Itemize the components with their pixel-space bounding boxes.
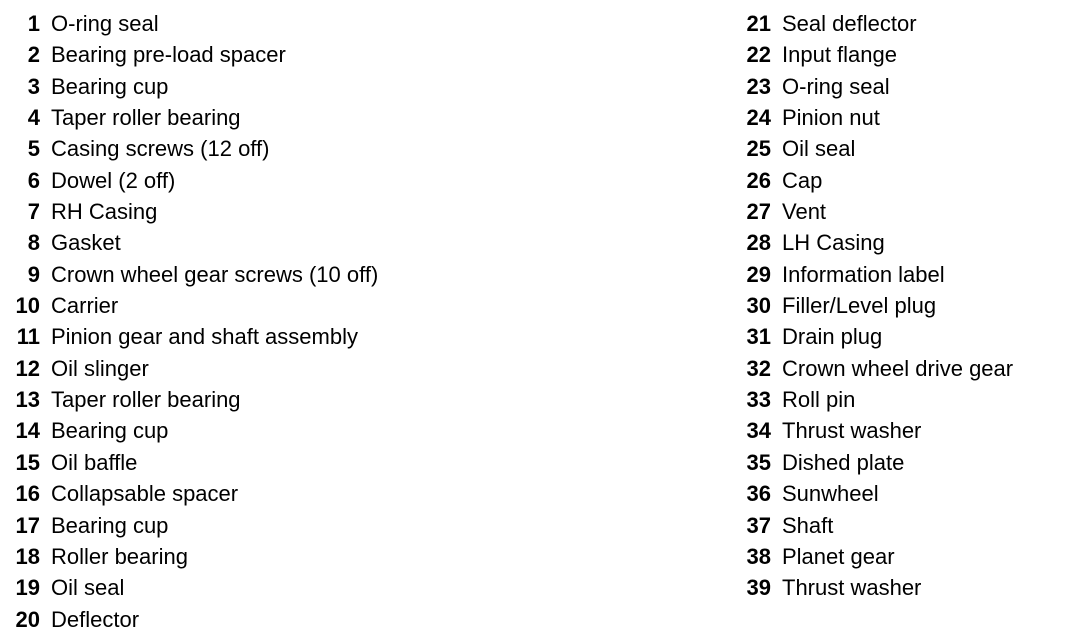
part-number: 37 <box>746 512 771 538</box>
part-list-item <box>0 415 378 446</box>
part-list-item <box>0 196 378 227</box>
part-number: 20 <box>15 606 40 632</box>
part-list-item <box>731 8 1013 39</box>
part-number: 5 <box>27 136 40 162</box>
part-list-item <box>731 510 1013 541</box>
part-number: 33 <box>746 387 771 413</box>
part-list-item <box>731 227 1013 258</box>
part-description: Oil seal <box>782 136 856 162</box>
part-list-item <box>0 133 378 164</box>
part-list-item <box>0 384 378 415</box>
part-number: 7 <box>27 199 40 225</box>
part-number: 6 <box>27 167 40 193</box>
part-list-item <box>731 572 1013 603</box>
part-list-item <box>0 8 378 39</box>
part-description: Filler/Level plug <box>782 293 937 319</box>
part-description: Pinion gear and shaft assembly <box>51 324 358 350</box>
part-number: 2 <box>27 42 40 68</box>
part-list-item <box>0 510 378 541</box>
part-number: 22 <box>746 42 771 68</box>
part-description: Gasket <box>51 230 121 256</box>
part-list-item <box>731 447 1013 478</box>
part-number: 27 <box>746 199 771 225</box>
part-number: 34 <box>746 418 771 444</box>
part-list-item <box>0 604 378 635</box>
part-number: 30 <box>746 293 771 319</box>
part-list-item <box>731 353 1013 384</box>
part-number: 28 <box>746 230 771 256</box>
part-description: Deflector <box>51 606 140 632</box>
part-list-item <box>731 39 1013 70</box>
part-list-item <box>731 165 1013 196</box>
part-list-item <box>0 447 378 478</box>
part-list-item <box>731 541 1013 572</box>
part-description: Taper roller bearing <box>51 105 241 131</box>
part-description: Casing screws (12 off) <box>51 136 270 162</box>
parts-list-left-column <box>0 8 378 635</box>
part-description: Dished plate <box>782 449 905 475</box>
part-list-item <box>0 541 378 572</box>
part-list-item <box>0 227 378 258</box>
part-description: O-ring seal <box>782 73 890 99</box>
part-number: 11 <box>16 324 40 350</box>
part-number: 17 <box>15 512 40 538</box>
part-description: Input flange <box>782 42 897 68</box>
part-number: 31 <box>746 324 771 350</box>
part-description: Crown wheel gear screws (10 off) <box>51 261 379 287</box>
part-description: Oil slinger <box>51 355 149 381</box>
part-list-item <box>0 572 378 603</box>
part-description: Shaft <box>782 512 834 538</box>
part-number: 13 <box>15 387 40 413</box>
part-list-item <box>0 39 378 70</box>
part-list-item <box>0 259 378 290</box>
part-number: 1 <box>27 11 40 36</box>
part-number: 4 <box>27 105 40 131</box>
part-description: LH Casing <box>782 230 885 256</box>
part-number: 3 <box>27 73 40 99</box>
part-list-item <box>0 321 378 352</box>
part-list-item <box>731 196 1013 227</box>
part-number: 14 <box>15 418 40 444</box>
part-description: Dowel (2 off) <box>51 167 176 193</box>
part-number: 21 <box>746 11 771 36</box>
part-description: Bearing pre-load spacer <box>51 42 286 68</box>
part-number: 23 <box>746 73 771 99</box>
part-number: 35 <box>746 449 771 475</box>
part-number: 26 <box>746 167 771 193</box>
part-description: Bearing cup <box>51 418 169 444</box>
part-number: 38 <box>746 543 771 569</box>
part-number: 16 <box>15 481 40 507</box>
part-description: Roller bearing <box>51 543 188 569</box>
part-number: 8 <box>27 230 40 256</box>
part-description: Cap <box>782 167 823 193</box>
part-number: 10 <box>15 293 40 319</box>
part-description: Thrust washer <box>782 418 922 444</box>
part-description: Oil seal <box>51 575 125 601</box>
part-description: Collapsable spacer <box>51 481 239 507</box>
part-description: Drain plug <box>782 324 883 350</box>
part-list-item <box>0 478 378 509</box>
part-number: 15 <box>15 449 40 475</box>
part-list-item <box>731 133 1013 164</box>
part-number: 18 <box>15 543 40 569</box>
part-number: 32 <box>746 355 771 381</box>
part-description: Oil baffle <box>51 449 138 475</box>
part-description: RH Casing <box>51 199 158 225</box>
part-number: 29 <box>746 261 771 287</box>
part-description: Information label <box>782 261 945 287</box>
part-number: 39 <box>746 575 771 601</box>
part-list-item <box>0 353 378 384</box>
part-description: Crown wheel drive gear <box>782 355 1014 381</box>
part-list-item <box>731 321 1013 352</box>
part-list-item <box>731 71 1013 102</box>
part-list-item <box>731 259 1013 290</box>
part-list-item <box>0 102 378 133</box>
part-description: Bearing cup <box>51 73 169 99</box>
part-description: Thrust washer <box>782 575 922 601</box>
part-list-item <box>0 71 378 102</box>
part-description: O-ring seal <box>51 11 159 36</box>
part-list-item <box>731 415 1013 446</box>
part-list-item <box>731 290 1013 321</box>
part-list-item <box>0 165 378 196</box>
part-number: 24 <box>746 105 771 131</box>
part-description: Vent <box>782 199 827 225</box>
part-list-item <box>731 478 1013 509</box>
part-description: Seal deflector <box>782 11 917 36</box>
part-list-item <box>0 290 378 321</box>
part-number: 36 <box>746 481 771 507</box>
part-list-item <box>731 384 1013 415</box>
part-description: Planet gear <box>782 543 895 569</box>
part-number: 19 <box>15 575 40 601</box>
part-number: 12 <box>15 355 40 381</box>
part-description: Sunwheel <box>782 481 879 507</box>
part-description: Carrier <box>51 293 119 319</box>
part-description: Taper roller bearing <box>51 387 241 413</box>
part-number: 9 <box>27 261 40 287</box>
part-description: Pinion nut <box>782 105 880 131</box>
part-number: 25 <box>746 136 771 162</box>
part-description: Roll pin <box>782 387 856 413</box>
parts-list-right-column <box>731 8 1013 604</box>
part-list-item <box>731 102 1013 133</box>
part-description: Bearing cup <box>51 512 169 538</box>
